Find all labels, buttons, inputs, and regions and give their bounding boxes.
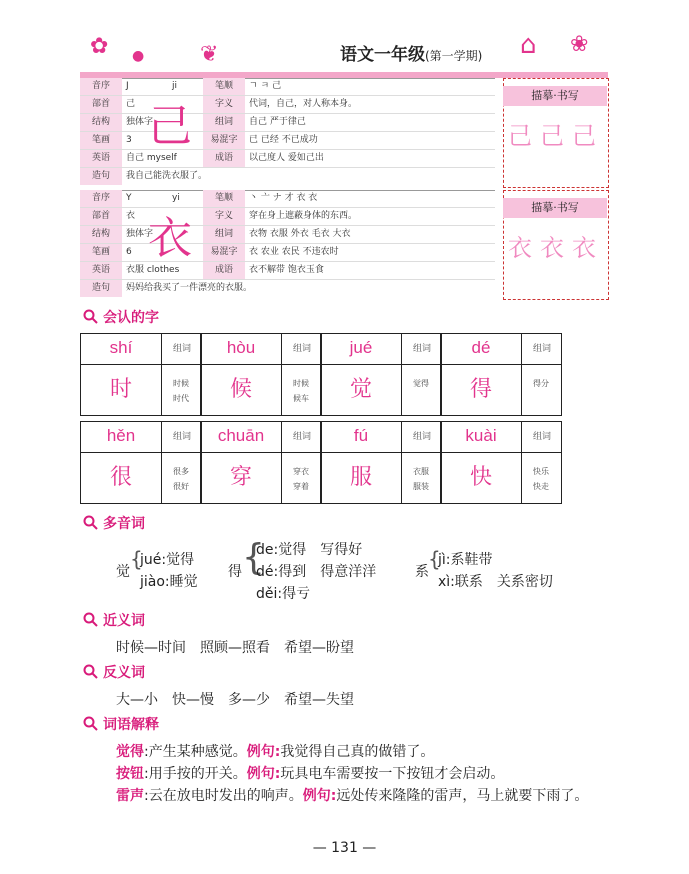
char-card [440,421,562,504]
card-zuci-label: 组词 [521,422,562,452]
sentence-label: 造句 [80,280,122,297]
section-heading-explain: 词语解释 [83,714,159,734]
example-text: 玩具电车需要按一下按钮才会启动。 [280,766,505,782]
card-word-1: 很多 [173,467,189,476]
field-label: 组词 [203,114,245,131]
card-top [321,422,441,453]
explanation-word: 按钮 [116,766,144,782]
trace-character: 己 [540,122,564,150]
leaf-decoration-icon: ❦ [200,42,219,67]
card-word-1: 觉得 [413,379,429,388]
card-zuci-label: 组词 [161,334,202,364]
card-word-1: 快乐 [533,467,549,476]
tracing-header: 描摹·书写 [503,86,607,106]
example-label: 例句: [302,788,337,804]
polyphone-xi-line1: jì:系鞋带 [438,552,493,568]
example-label: 例句: [246,744,281,760]
char-card-ji [80,78,608,188]
card-zuci-label: 组词 [401,422,442,452]
brace-icon: { [130,547,143,571]
field-value: 衣 农业 农民 不违农时 [249,247,339,257]
field-value: 已 已经 不已成功 [249,135,318,145]
field-value: 自己 myself [126,153,177,163]
sentence-text: 我自己能洗衣服了。 [126,171,208,181]
field-label: 结构 [80,114,122,131]
field-label: 部首 [80,96,122,113]
card-word-1: 时候 [293,379,309,388]
field-value: 衣不解带 饱衣玉食 [249,265,324,275]
card-top [441,334,561,365]
field-label: 笔顺 [203,78,245,95]
card-top [321,334,441,365]
field-value: 丶 亠 ナ 才 衣 衣 [249,193,318,203]
card-hanzi: 快 [469,465,492,490]
antonyms-line: 大—小 快—慢 多—少 希望—失望 [116,692,354,708]
card-hanzi: 服 [349,465,372,490]
explanation-word: 雷声 [116,788,144,804]
char-card [200,333,322,416]
magnifier-icon [83,612,99,628]
field-label: 部首 [80,208,122,225]
field-value: Y [126,193,132,203]
field-value: 独体字 [126,117,154,127]
card-pinyin: chuān [217,426,265,445]
char-card [80,333,202,416]
tracing-header: 描摹·书写 [503,198,607,218]
card-pinyin: shí [109,338,133,357]
sentence-label: 造句 [80,168,122,185]
card-word-2: 时代 [173,394,189,403]
field-label: 英语 [80,150,122,167]
explanation-line [116,763,616,783]
field-value: 自己 严于律己 [249,117,306,127]
card-divider [521,453,522,503]
field-value: ㄱ ㅋ 己 [249,81,282,91]
field-label: 音序 [80,190,122,207]
field-label: 笔画 [80,132,122,149]
card-hanzi: 候 [229,377,252,402]
section-heading-polyphone: 多音词 [83,513,145,533]
card-hanzi: 时 [109,377,132,402]
big-character: 己 [148,101,192,152]
card-word-2: 很好 [173,482,189,491]
card-word-1: 衣服 [413,467,429,476]
card-top [441,422,561,453]
field-label: 英语 [80,262,122,279]
card-divider [281,365,282,415]
card-divider [281,453,282,503]
field-value: 衣服 clothes [126,265,180,275]
big-character: 衣 [148,213,192,264]
field-label: 成语 [203,150,245,167]
card-word-2: 候车 [293,394,309,403]
card-top [81,422,201,453]
explanation-word: 觉得 [116,744,144,760]
field-label: 笔画 [80,244,122,261]
trace-character: 己 [508,122,532,150]
field-value: 3 [126,135,132,145]
field-label: 成语 [203,262,245,279]
field-label: 易混字 [203,244,245,261]
magnifier-icon [83,664,99,680]
card-word-2: 穿着 [293,482,309,491]
card-divider [401,365,402,415]
polyphone-de-line1: de:觉得 写得好 [256,542,363,558]
char-card [440,333,562,416]
flower-decoration-icon: ✿ [90,34,109,59]
card-word-2: 快走 [533,482,549,491]
field-label: 音序 [80,78,122,95]
card-top [201,334,321,365]
explanation-def: :云在放电时发出的响声。 [144,788,303,804]
trace-character: 衣 [572,234,596,262]
card-zuci-label: 组词 [401,334,442,364]
card-hanzi: 得 [469,377,492,402]
magnifier-icon [83,515,99,531]
section-heading-synonym: 近义词 [83,610,145,630]
polyphone-xi-line2: xì:联系 关系密切 [438,574,553,590]
field-pinyin: ji [172,81,178,91]
card-hanzi: 觉 [349,377,372,402]
field-value: 穿在身上遮蔽身体的东西。 [249,211,358,221]
example-text: 远处传来隆隆的雷声，马上就要下雨了。 [336,788,589,804]
field-label: 字义 [203,96,245,113]
card-word-2: 服装 [413,482,429,491]
section-heading-recognize: 会认的字 [83,307,159,327]
card-zuci-label: 组词 [521,334,562,364]
card-pinyin: dé [471,338,491,357]
card-hanzi: 很 [109,465,132,490]
card-top [81,334,201,365]
polyphone-de-line3: děi:得亏 [256,586,311,602]
card-divider [521,365,522,415]
char-card [320,333,442,416]
field-value: 衣物 衣服 外衣 毛衣 大衣 [249,229,351,239]
card-pinyin: fú [353,426,369,445]
field-label: 笔顺 [203,190,245,207]
polyphone-char-jue: 觉 [116,564,130,580]
trace-character: 己 [572,122,596,150]
char-card [320,421,442,504]
sentence-text: 妈妈给我买了一件漂亮的衣服。 [126,283,253,293]
field-value: 独体字 [126,229,154,239]
page-number: — 131 — [312,840,377,856]
card-word-1: 时候 [173,379,189,388]
field-value: 6 [126,247,132,257]
field-value: 衣 [126,211,136,221]
trace-character: 衣 [540,234,564,262]
card-divider [161,453,162,503]
card-word-1: 穿衣 [293,467,309,476]
field-value: J [126,81,129,91]
char-card [80,421,202,504]
card-zuci-label: 组词 [281,334,322,364]
field-pinyin: yi [172,193,180,203]
page-title: 语文一年级(第一学期) [340,45,483,65]
char-card [200,421,322,504]
explanation-def: :用手按的开关。 [144,766,247,782]
magnifier-icon [83,309,99,325]
polyphone-char-de: 得 [228,564,242,580]
card-word-1: 得分 [533,379,549,388]
polyphone-de-line2: dé:得到 得意洋洋 [256,564,377,580]
house-decoration-icon: ⌂ [520,30,537,60]
card-pinyin: jué [349,338,373,357]
card-zuci-label: 组词 [161,422,202,452]
polyphone-char-xi: 系 [415,564,429,580]
magnifier-icon [83,716,99,732]
dot-decoration-icon: ● [132,48,145,64]
card-divider [401,453,402,503]
example-text: 我觉得自己真的做错了。 [280,744,435,760]
field-label: 组词 [203,226,245,243]
brace-icon: { [242,537,265,578]
field-label: 结构 [80,226,122,243]
polyphone-jue-line2: jiào:睡觉 [140,574,198,590]
card-pinyin: kuài [465,426,497,445]
card-top [201,422,321,453]
section-heading-antonym: 反义词 [83,662,145,682]
tree-decoration-icon: ❀ [570,32,589,57]
example-label: 例句: [246,766,281,782]
brace-icon: { [428,547,441,571]
field-label: 字义 [203,208,245,225]
synonyms-line: 时候—时间 照顾—照看 希望—盼望 [116,640,354,656]
card-pinyin: hòu [226,338,256,357]
card-zuci-label: 组词 [281,422,322,452]
explanation-line [116,741,616,761]
card-pinyin: hěn [106,426,136,445]
explanation-def: :产生某种感觉。 [144,744,247,760]
card-hanzi: 穿 [229,465,252,490]
polyphone-jue-line1: jué:觉得 [140,552,195,568]
field-label: 易混字 [203,132,245,149]
field-value: 以己度人 爱如己出 [249,153,324,163]
explanation-line [116,785,616,805]
trace-character: 衣 [508,234,532,262]
char-card-yi [80,190,608,300]
field-value: 己 [126,99,136,109]
field-value: 代词，自己，对人称本身。 [249,99,358,109]
card-divider [161,365,162,415]
